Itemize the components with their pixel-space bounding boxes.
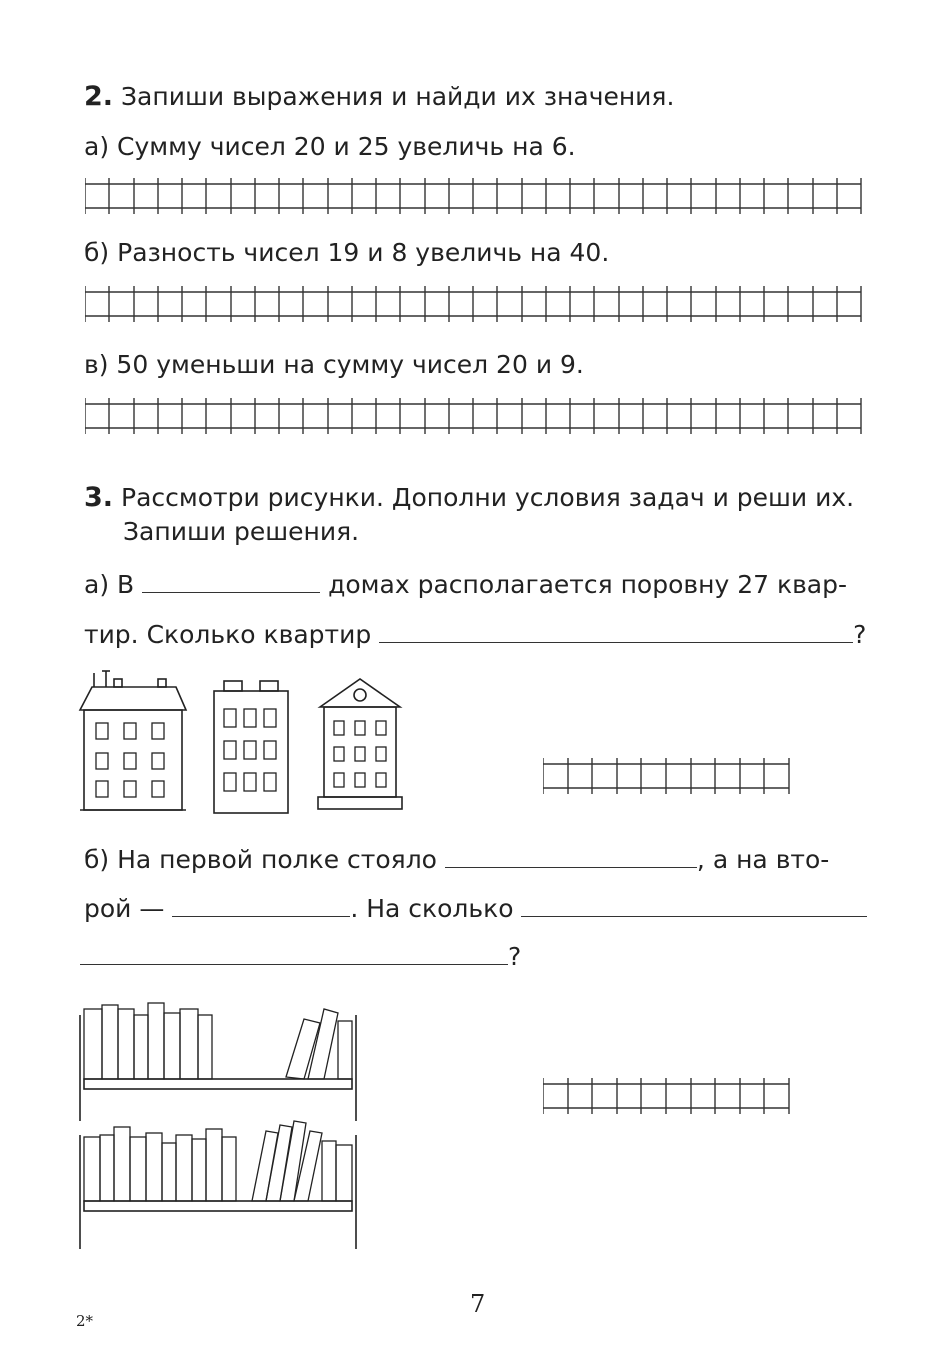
task3-number: 3. [84,482,114,513]
task2-number: 2. [84,81,114,112]
task3-b-line1-start: б) На первой полке стояло [84,845,437,874]
answer-grid-2b[interactable] [85,286,865,326]
blank-question-a[interactable] [379,618,853,643]
answer-grid-2a[interactable] [85,178,865,218]
page-number: 7 [470,1290,486,1318]
task3-b-question-mark: ? [508,942,522,971]
task3-b-line1 [84,843,829,875]
task3-b-line2 [84,892,867,924]
task3-title-line1: Рассмотри рисунки. Дополни условия задач и реши их. [121,483,855,512]
blank-second-shelf[interactable] [172,892,350,917]
task3-b-line1-end: , а на вто- [696,845,830,874]
task3-a-line2-start: тир. Сколько квартир [84,620,372,649]
task2-c-text: в) 50 уменьши на сумму чисел 20 и 9. [84,350,584,379]
task3-b-line2-start: рой — [84,894,165,923]
building-1-icon [80,671,186,810]
task2-b-text: б) Разность чисел 19 и 8 увеличь на 40. [84,238,610,267]
bookshelves-illustration [76,995,366,1259]
bookshelf-top-icon [80,1003,356,1121]
task3-a-part1: а) В [84,570,135,599]
task3-a-part2: домах располагается поровну 27 квар- [328,570,848,599]
task3-title-line2: Запиши решения. [123,517,360,546]
answer-grid-2c[interactable] [85,398,865,438]
building-3-icon [318,679,402,809]
task2-header [84,82,674,112]
task3-header [84,483,854,513]
task2-title: Запиши выражения и найди их значения. [121,82,675,111]
answer-grid-3a[interactable] [543,758,793,798]
task3-a-question-mark: ? [853,620,867,649]
blank-question-b-part2[interactable] [80,940,508,965]
bookshelf-bottom-icon [80,1121,356,1249]
blank-houses-count[interactable] [142,568,320,593]
buildings-illustration [78,665,413,819]
blank-first-shelf[interactable] [445,843,697,868]
task3-b-line3 [80,940,521,972]
signature-mark: 2* [76,1312,94,1330]
blank-question-b-part1[interactable] [521,892,867,917]
task3-b-line2-mid: . На сколько [350,894,514,923]
task3-a-line2 [84,618,866,650]
answer-grid-3b[interactable] [543,1078,793,1118]
task2-a-text: а) Сумму чисел 20 и 25 увеличь на 6. [84,132,576,161]
task3-a-line1 [84,568,847,600]
building-2-icon [214,681,288,813]
